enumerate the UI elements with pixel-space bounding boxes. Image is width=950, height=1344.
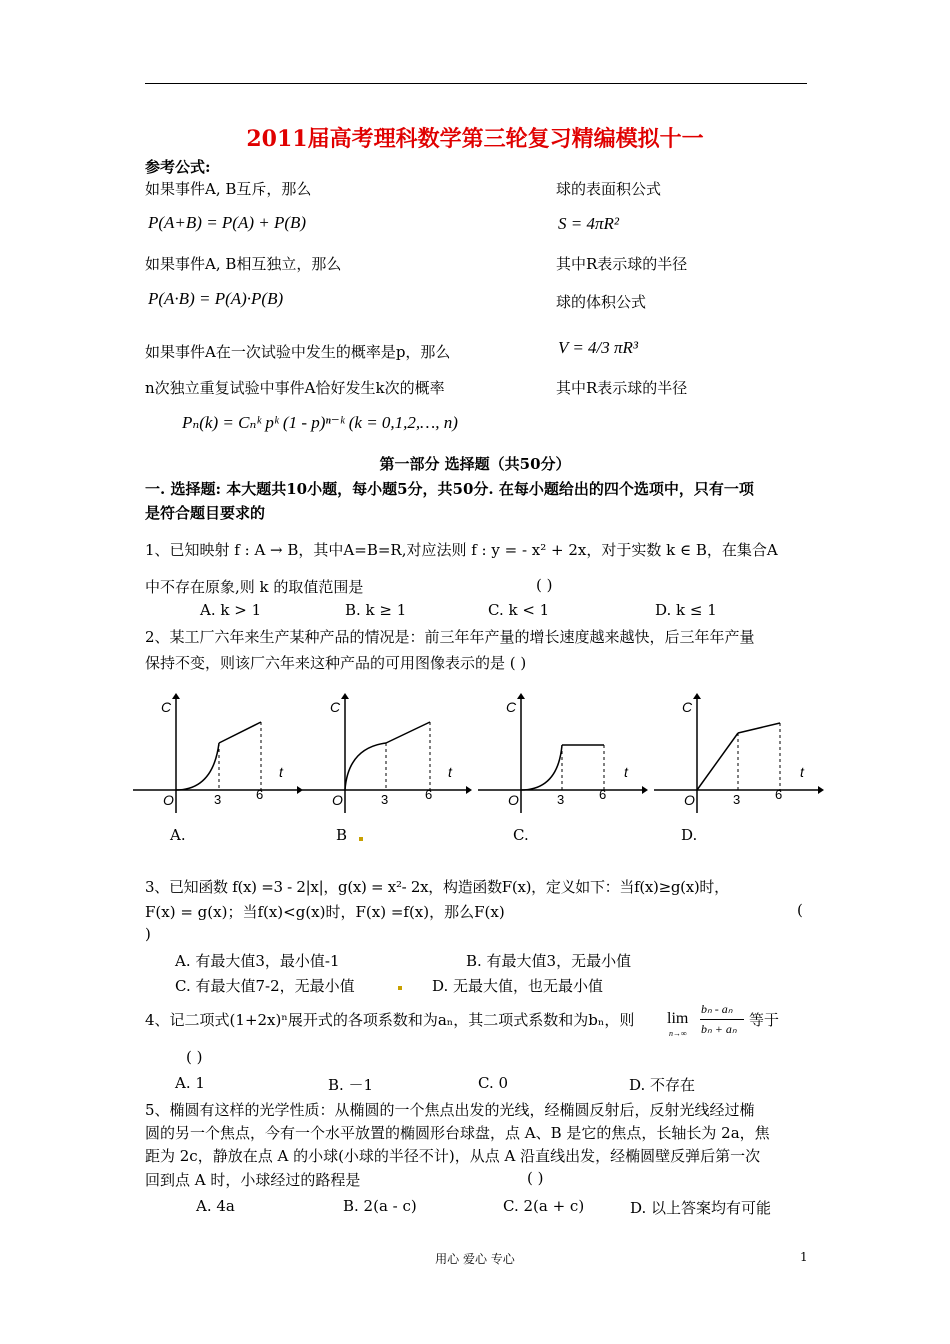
line-segment [219,722,261,743]
y-axis-label: C [161,699,172,715]
q1-option-a: A. k > 1 [200,601,262,619]
x-axis-label: t [624,764,628,780]
q5-option-a: A. 4a [196,1197,235,1215]
y-axis-arrow-icon [172,693,180,699]
q3-option-d: D. 无最大值，也无最小值 [432,977,604,995]
graph-c [478,693,648,813]
q4-option-d: D. 不存在 [629,1076,696,1094]
y-axis-label: C [330,699,341,715]
formula-left-2: P(A+B) = P(A) + P(B) [148,213,307,232]
tick-label-3: 3 [557,792,565,807]
q4-equals-text: 等于 [749,1011,780,1029]
footer-center-text: 用心 爱心 专心 [435,1252,515,1266]
q1-option-c: C. k < 1 [488,601,550,619]
q3-option-c: C. 有最大值7-2，无最小值 [175,977,355,995]
q5-line3: 距为 2c，静放在点 A 的小球(小球的半径不计)，从点 A 沿直线出发，经椭圆壁反弹后第一次 [145,1147,761,1165]
q5-option-c: C. 2(a + c) [503,1197,585,1215]
formulas-heading: 参考公式: [145,158,211,176]
formula-right-2: S = 4πR² [558,214,619,233]
formula-left-3: 如果事件A, B相互独立，那么 [145,255,342,273]
q2-line2: 保持不变，则该厂六年来这种产品的可用图像表示的是 ( ) [145,654,527,672]
q3-option-b: B. 有最大值3，无最小值 [466,952,632,970]
q1-option-d: D. k ≤ 1 [655,601,717,619]
y-axis-label: C [506,699,517,715]
curve-convex [176,743,219,790]
origin-label: O [684,792,695,808]
q5-answer-paren: ( ) [527,1169,544,1187]
graph-b [302,693,472,813]
formula-right-4: 球的体积公式 [556,293,647,311]
graph-b-label: B [336,826,348,844]
origin-label: O [332,792,343,808]
q4-line1: 4、记二项式(1+2x)ⁿ展开式的各项系数和为aₙ，其二项式系数和为bₙ，则 [145,1011,635,1029]
q4-answer-paren: ( ) [186,1048,203,1066]
formula-left-4: P(A·B) = P(A)·P(B) [148,289,284,308]
formula-right-5: V = 4/3 πR³ [558,338,639,357]
q1-line2: 中不存在原象,则 k 的取值范围是 [145,578,364,596]
q3-paren-close: ) [145,925,151,943]
q3-paren-open: ( [797,901,803,919]
formula-left-1: 如果事件A, B互斥，那么 [145,180,312,198]
highlight-dot [359,837,363,841]
q5-line2: 圆的另一个焦点，今有一个水平放置的椭圆形台球盘，点 A、B 是它的焦点，长轴长为 2a，焦 [145,1124,770,1142]
q5-line1: 5、椭圆有这样的光学性质：从椭圆的一个焦点出发的光线，经椭圆反射后，反射光线经过椭 [145,1101,755,1119]
q1-line1: 1、已知映射 f : A → B，其中A=B=R,对应法则 f : y = - x² + 2x，对于实数 k ∈ B，在集合A [145,541,778,559]
tick-label-6: 6 [256,787,264,802]
curve-convex [521,745,562,790]
graph-d [654,693,824,813]
q1-option-b: B. k ≥ 1 [345,601,407,619]
tick-label-6: 6 [425,787,433,802]
section-intro-line1: 一. 选择题: 本大题共10小题，每小题5分，共50分. 在每小题给出的四个选项中，只有一项 [145,480,754,498]
page-number: 1 [800,1250,808,1264]
q3-option-a: A. 有最大值3，最小值-1 [175,952,340,970]
lim-subscript: n→∞ [669,1029,687,1038]
formula-right-3: 其中R表示球的半径 [556,255,688,273]
shallow-segment [738,723,780,733]
fraction-numerator: bₙ - aₙ [701,1002,733,1016]
x-axis-arrow-icon [818,786,824,794]
q1-answer-paren: ( ) [536,576,553,594]
q5-option-d: D. 以上答案均有可能 [630,1199,772,1217]
page-title: 2011届高考理科数学第三轮复习精编模拟十一 [246,126,704,152]
x-axis-arrow-icon [642,786,648,794]
formula-right-6: 其中R表示球的半径 [556,379,688,397]
section-intro-line2: 是符合题目要求的 [145,504,266,522]
y-axis-arrow-icon [693,693,701,699]
q5-line4: 回到点 A 时，小球经过的路程是 [145,1171,361,1189]
tick-label-3: 3 [733,792,741,807]
highlight-dot [398,986,402,990]
graph-a [133,693,303,813]
tick-label-6: 6 [599,787,607,802]
x-axis-label: t [448,764,452,780]
tick-label-3: 3 [214,792,222,807]
part-heading: 第一部分 选择题（共50分） [379,455,571,473]
q3-line2: F(x) = g(x)；当f(x)<g(x)时，F(x) =f(x)，那么F(x) [145,903,505,921]
x-axis-label: t [279,764,283,780]
steep-segment [697,733,738,790]
lim-symbol: lim [667,1010,689,1027]
x-axis-label: t [800,764,804,780]
origin-label: O [508,792,519,808]
y-axis-arrow-icon [517,693,525,699]
q4-option-a: A. 1 [175,1074,205,1092]
q4-option-b: B. －1 [328,1076,374,1094]
y-axis-label: C [682,699,693,715]
q5-option-b: B. 2(a - c) [343,1197,417,1215]
line-segment [386,722,430,743]
graph-d-label: D. [681,826,698,844]
q4-option-c: C. 0 [478,1074,509,1092]
x-axis-arrow-icon [466,786,472,794]
formula-left-6: n次独立重复试验中事件A恰好发生k次的概率 [145,379,445,397]
fraction-bar [700,1019,744,1020]
q2-line1: 2、某工厂六年来生产某种产品的情况是：前三年年产量的增长速度越来越快，后三年年产量 [145,628,755,646]
fraction-denominator: bₙ + aₙ [701,1022,737,1036]
y-axis-arrow-icon [341,693,349,699]
formula-left-7: Pₙ(k) = Cₙᵏ pᵏ (1 - p)ⁿ⁻ᵏ (k = 0,1,2,…, n) [182,413,458,432]
formula-right-1: 球的表面积公式 [556,180,662,198]
q3-line1: 3、已知函数 f(x) =3 - 2|x|，g(x) = x²- 2x，构造函数F(x)，定义如下：当f(x)≥g(x)时， [145,878,729,896]
formula-left-5: 如果事件A在一次试验中发生的概率是p，那么 [145,343,451,361]
header-rule [145,83,807,84]
tick-label-6: 6 [775,787,783,802]
curve-concave [345,743,386,790]
origin-label: O [163,792,174,808]
graph-c-label: C. [513,826,529,844]
graph-a-label: A. [170,826,186,844]
tick-label-3: 3 [381,792,389,807]
